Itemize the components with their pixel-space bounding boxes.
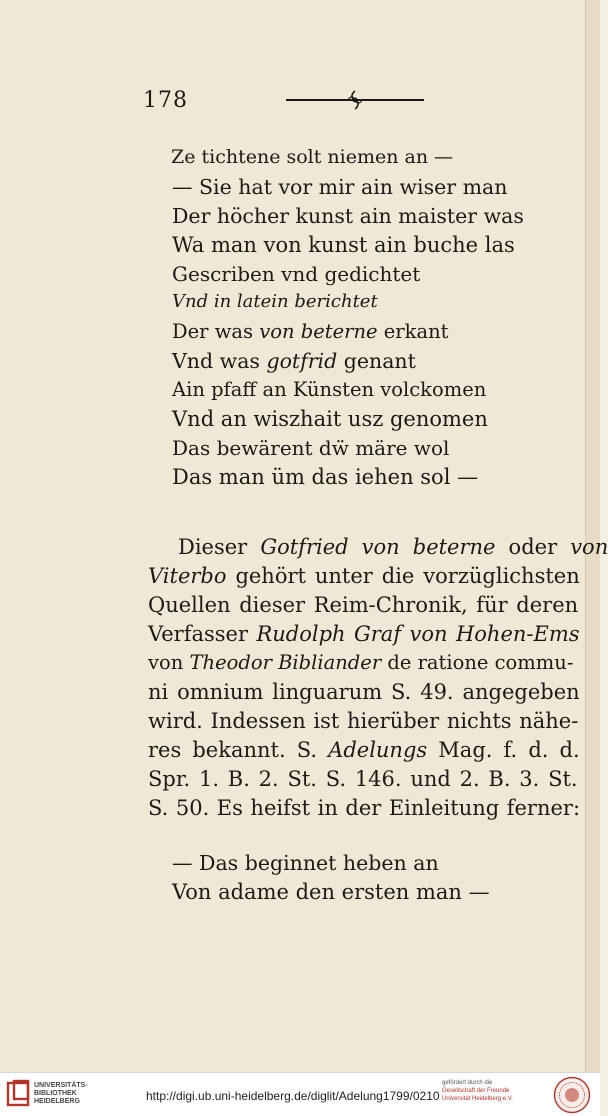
text-line	[172, 467, 478, 488]
sponsor-note	[442, 1079, 542, 1103]
italic-segment: Rudolph Graf von Hohen-Ems	[256, 622, 580, 646]
text-segment: Wa man von kunst ain buche las	[172, 233, 515, 257]
text-segment: Das bewärent dẅ märe wol	[172, 436, 450, 460]
text-segment: Der höcher kunst ain maister was	[172, 204, 524, 228]
text-line	[172, 206, 524, 227]
italic-segment: Vnd in latein berichtet	[172, 291, 378, 312]
text-line	[148, 653, 573, 673]
text-segment: Dieser	[178, 535, 261, 559]
italic-segment: von	[570, 535, 608, 559]
text-segment: Ze tichtene solt niemen an —	[171, 146, 454, 168]
text-segment: gehört unter die vorzüglichsten	[226, 564, 580, 588]
italic-segment: Adelungs	[328, 738, 428, 762]
permalink-url[interactable]: http://digi.ub.uni-heidelberg.de/diglit/Adelung1799/0210	[146, 1089, 440, 1103]
text-line	[172, 438, 449, 458]
text-segment: wird. Indessen ist hierüber nichts nähe-	[148, 709, 579, 733]
text-line	[172, 264, 420, 284]
text-line	[172, 380, 486, 400]
text-line	[172, 409, 488, 430]
text-line	[171, 148, 453, 167]
text-line	[172, 293, 378, 311]
text-segment: Verfasser	[148, 622, 257, 646]
text-line	[148, 798, 580, 819]
text-segment: Mag. f. d. d.	[427, 738, 580, 762]
italic-segment: Viterbo	[148, 564, 227, 588]
text-line	[148, 566, 580, 587]
text-segment: Ain pfaff an Künsten volckomen	[172, 378, 487, 401]
italic-segment: Theodor Bibliander	[189, 651, 382, 674]
text-line	[172, 882, 490, 903]
ornament-divider	[284, 89, 426, 111]
text-segment: Von adame den ersten man —	[172, 880, 490, 904]
text-line	[148, 624, 580, 645]
text-segment: Quellen dieser Reim-Chronik, für deren	[148, 593, 579, 617]
text-line	[178, 537, 608, 558]
library-name: UNIVERSITÄTS- BIBLIOTHEK HEIDELBERG	[34, 1082, 88, 1105]
text-segment: Vnd was	[172, 349, 267, 373]
text-segment: de ratione commu-	[381, 651, 574, 674]
italic-segment: gotfrid	[266, 349, 338, 373]
text-line	[148, 711, 578, 732]
viewer-footer	[0, 1072, 600, 1116]
text-line	[172, 322, 448, 342]
text-segment: Das man üm das iehen sol —	[172, 465, 479, 489]
text-line	[172, 853, 439, 874]
text-segment: von	[148, 651, 190, 674]
text-segment: — Sie hat vor mir ain wiser man	[172, 175, 508, 199]
text-segment: Der was	[172, 320, 260, 343]
italic-segment: Gotfried von beterne	[260, 535, 496, 559]
text-segment: res bekannt. S.	[148, 738, 329, 762]
library-logo-icon[interactable]	[6, 1079, 30, 1109]
text-segment: ni omnium linguarum S. 49. angegeben	[148, 680, 580, 704]
sponsor-name: Gesellschaft der Freunde Universität Heidelberg e.V.	[442, 1088, 513, 1102]
text-segment: erkant	[377, 320, 449, 343]
sponsor-intro: gefördert durch die	[442, 1080, 493, 1086]
text-line	[172, 235, 515, 256]
text-line	[172, 351, 416, 372]
text-segment: Gescriben vnd gedichtet	[172, 262, 421, 286]
text-segment: S. 50. Es heifst in der Einleitung ferner:	[148, 796, 581, 820]
text-line	[148, 769, 578, 790]
italic-segment: von beterne	[259, 320, 378, 343]
text-line	[148, 740, 580, 761]
text-segment: Vnd an wiszhait usz genomen	[172, 407, 488, 431]
text-line	[172, 177, 507, 198]
text-line	[148, 595, 578, 616]
page-number: 178	[143, 88, 188, 113]
text-line	[148, 682, 580, 703]
text-segment: — Das beginnet heben an	[172, 851, 439, 875]
text-segment: oder	[495, 535, 571, 559]
text-segment: Spr. 1. B. 2. St. S. 146. und 2. B. 3. St.	[148, 767, 578, 791]
text-segment: genant	[337, 349, 416, 373]
university-seal-icon	[553, 1076, 591, 1114]
